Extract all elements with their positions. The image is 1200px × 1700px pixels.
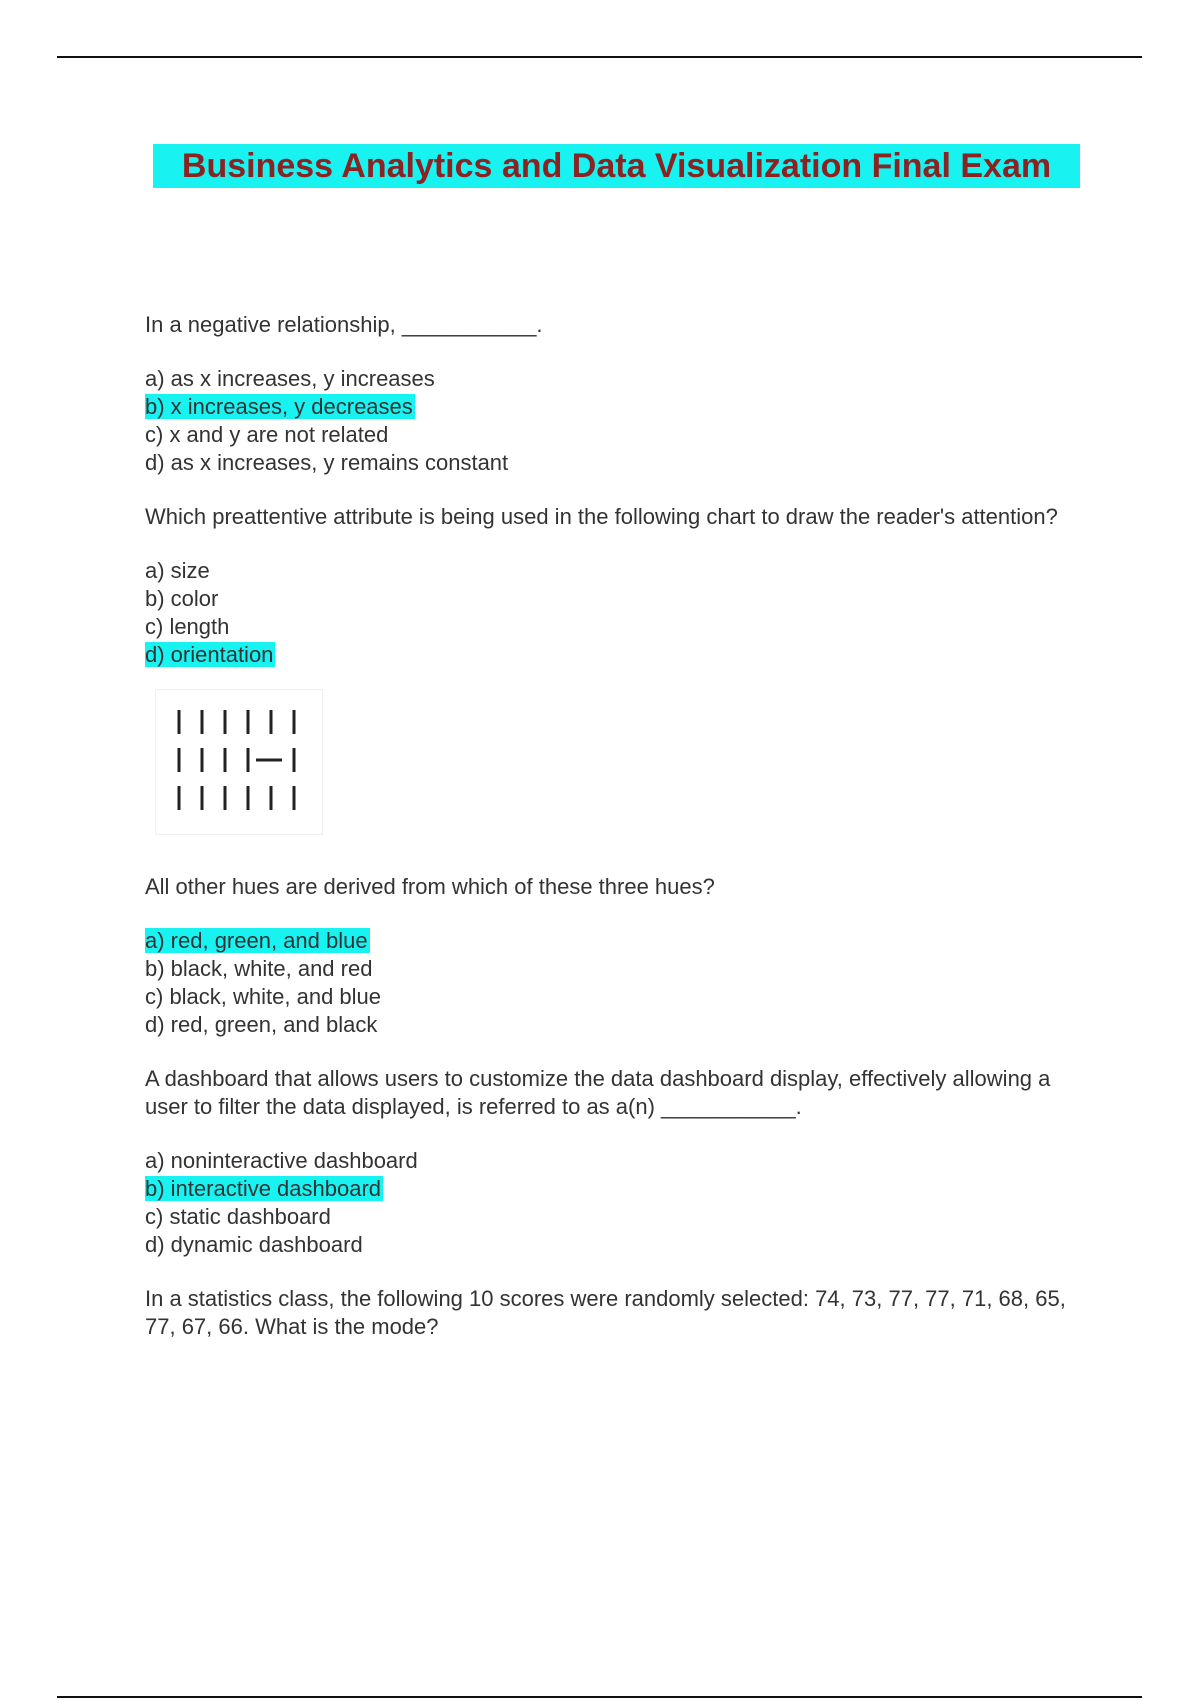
question-1-options — [145, 365, 1085, 477]
q1-option-d — [145, 449, 1085, 477]
q3-option-c-text: c) black, white, and blue — [145, 984, 382, 1009]
q2-option-c-text: c) length — [145, 614, 230, 639]
question-2-text: Which preattentive attribute is being used in the following chart to draw the reader's attention? — [145, 504, 1058, 529]
bottom-rule — [57, 1696, 1142, 1698]
q4-option-a-text: a) noninteractive dashboard — [145, 1148, 418, 1173]
q4-option-b-text-highlighted: b) interactive dashboard — [145, 1176, 382, 1201]
question-4-options — [145, 1147, 1085, 1259]
q3-option-b-text: b) black, white, and red — [145, 956, 373, 981]
exam-content — [145, 311, 1085, 1367]
q1-option-b — [145, 393, 1085, 421]
q2-option-d — [145, 641, 1085, 669]
q2-option-a-text: a) size — [145, 558, 210, 583]
q3-option-a — [145, 927, 1085, 955]
q2-option-c — [145, 613, 1085, 641]
q1-option-c-text: c) x and y are not related — [145, 422, 389, 447]
q4-option-c — [145, 1203, 1085, 1231]
q1-option-c — [145, 421, 1085, 449]
top-rule — [57, 56, 1142, 58]
q4-option-c-text: c) static dashboard — [145, 1204, 331, 1229]
question-3-text: All other hues are derived from which of these three hues? — [145, 874, 715, 899]
orientation-figure-svg — [156, 690, 322, 834]
q1-option-a — [145, 365, 1085, 393]
q3-option-b — [145, 955, 1085, 983]
q4-option-b — [145, 1175, 1085, 1203]
q4-option-d — [145, 1231, 1085, 1259]
q1-option-b-text-highlighted: b) x increases, y decreases — [145, 394, 413, 419]
page-title: Business Analytics and Data Visualization Final Exam — [153, 144, 1080, 188]
q1-option-a-text: a) as x increases, y increases — [145, 366, 435, 391]
q2-option-d-text-highlighted: d) orientation — [145, 642, 274, 667]
q3-option-d — [145, 1011, 1085, 1039]
q2-option-a — [145, 557, 1085, 585]
question-1-text: In a negative relationship, ___________. — [145, 312, 543, 337]
q2-option-b — [145, 585, 1085, 613]
q3-option-d-text: d) red, green, and black — [145, 1012, 378, 1037]
q1-option-d-text: d) as x increases, y remains constant — [145, 450, 509, 475]
q2-option-b-text: b) color — [145, 586, 219, 611]
orientation-figure — [155, 689, 323, 835]
q4-option-a — [145, 1147, 1085, 1175]
q3-option-c — [145, 983, 1085, 1011]
question-5-text: In a statistics class, the following 10 scores were randomly selected: 74, 73, 77, 77, 71, 68, 65, 77, 67, 66. What is the mode? — [145, 1286, 1066, 1339]
question-4-text: A dashboard that allows users to customize the data dashboard display, effectively allowing a user to filter the data displayed, is referred to as a(n) ___________. — [145, 1066, 1051, 1119]
q4-option-d-text: d) dynamic dashboard — [145, 1232, 363, 1257]
q3-option-a-text-highlighted: a) red, green, and blue — [145, 928, 368, 953]
question-2-options — [145, 557, 1085, 669]
question-3-options — [145, 927, 1085, 1039]
